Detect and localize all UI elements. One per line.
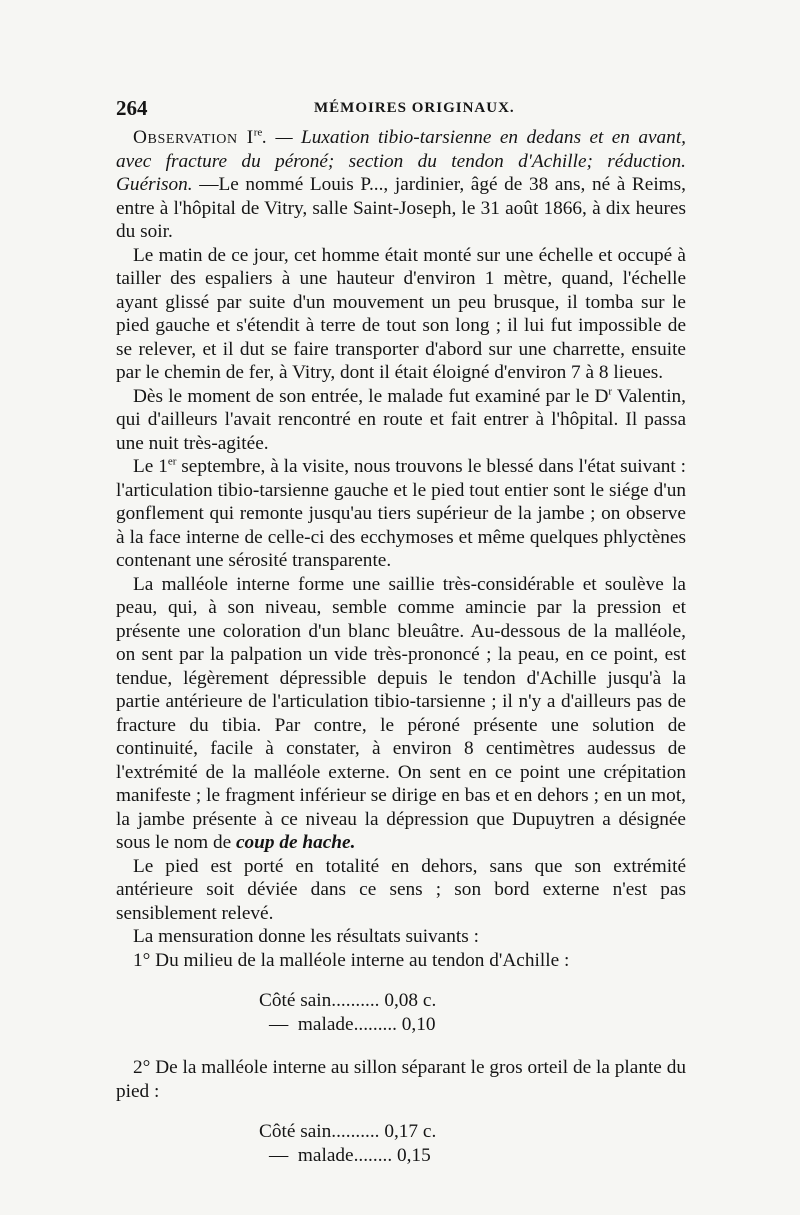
paragraph-2	[116, 385, 686, 456]
paragraph-2-part-a: Dès le moment de son entrée, le malade fut examiné par le D	[133, 385, 609, 407]
body-text	[116, 126, 686, 1168]
paragraph-3-sup: er	[167, 455, 177, 468]
measurement-1-label: 1° Du milieu de la malléole interne au tendon d'Achille :	[133, 949, 570, 971]
measurement-1-malade: — malade......... 0,10	[269, 1014, 436, 1035]
observation-heading	[116, 126, 686, 244]
paragraph-3-part-b: septembre, à la visite, nous trouvons le blessé dans l'état suivant : l'articulation tibio-tarsienne gauche et le pied tout entier sont le siége d'un gonflement qui remonte jusqu'au tiers supérieur de la jambe ; on observe à la face interne de celle-ci des ecchymoses et même quelques phlyctènes contenant une sérosité transparente.	[116, 456, 687, 571]
observation-label-sup: re	[253, 126, 263, 139]
paragraph-2-sup: r	[608, 385, 613, 398]
paragraph-3	[116, 455, 686, 573]
page-number: 264	[116, 96, 148, 120]
running-title: MÉMOIRES ORIGINAUX.	[314, 100, 515, 116]
paragraph-4	[116, 573, 686, 855]
measurement-1-values	[259, 989, 686, 1037]
observation-title-line2: avec fracture du péroné; section du tendon d'Achille; réduction. Guérison.	[116, 150, 686, 195]
measurement-2-label: 2° De la malléole interne au sillon séparant le gros orteil de la plante du pied :	[116, 1057, 686, 1102]
observation-label: Observation I	[133, 127, 254, 148]
paragraph-4-text: La malléole interne forme une saillie très-considérable et soulève la peau, qui, à son niveau, semble comme amincie par la pression et présente une coloration d'un blanc bleuâtre. Au-dessous de la malléole, on sent par la palpation un vide très-prononcé ; la peau, en ce point, est tendue, légèrement dépressible depuis le tendon d'Achille jusqu'à la partie antérieure de l'articulation tibio-tarsienne ; il n'y a d'ailleurs pas de fracture du tibia. Par contre, le péroné présente une solution de continuité, facile à constater, à environ 8 centimètres audessus de l'extrémité de la malléole externe. On sent en ce point une crépitation manifeste ; le fragment inférieur se dirige en bas et en dehors ; en un mot, la jambe présente à ce niveau la dépression que Dupuytren a désignée sous le nom de	[116, 573, 686, 853]
measurement-1-sain: Côté sain.......... 0,08 c.	[259, 990, 437, 1011]
paragraph-6: La mensuration donne les résultats suivants :	[133, 926, 479, 947]
measurement-2-malade: — malade........ 0,15	[269, 1145, 431, 1166]
observation-intro: —Le nommé Louis P..., jardinier, âgé de 38 ans, né à Reims, entre à l'hôpital de Vitry, salle Saint-Joseph, le 31 août 1866, à dix heures du soir.	[116, 174, 686, 242]
measurement-2-values	[259, 1120, 686, 1168]
page-header	[116, 96, 686, 126]
paragraph-3-part-a: Le 1	[133, 456, 168, 477]
paragraph-1: Le matin de ce jour, cet homme était monté sur une échelle et occupé à tailler des espaliers à une hauteur d'environ 1 mètre, quand, l'échelle ayant glissé par suite d'un mouvement un peu brusque, il tomba sur le pied gauche et s'étendit à terre de tout son long ; il lui fut impossible de se relever, et il dut se faire transporter d'abord sur une charrette, ensuite par le chemin de fer, à Vitry, dont il était éloigné d'environ 7 à 8 lieues.	[116, 244, 686, 383]
paragraph-5: Le pied est porté en totalité en dehors, sans que son extrémité antérieure soit déviée dans ce sens ; son bord externe n'est pas sensiblement relevé.	[116, 855, 686, 924]
measurement-2-sain: Côté sain.......... 0,17 c.	[259, 1121, 437, 1142]
paragraph-2-part-b: Valentin, qui d'ailleurs l'avait rencontré en route et fait entrer à l'hôpital. Il passa une nuit très-agitée.	[116, 385, 687, 454]
observation-title-line1: . — Luxation tibio-tarsienne en dedans et en avant,	[262, 127, 686, 148]
coup-de-hache-emphasis: coup de hache.	[235, 832, 356, 853]
